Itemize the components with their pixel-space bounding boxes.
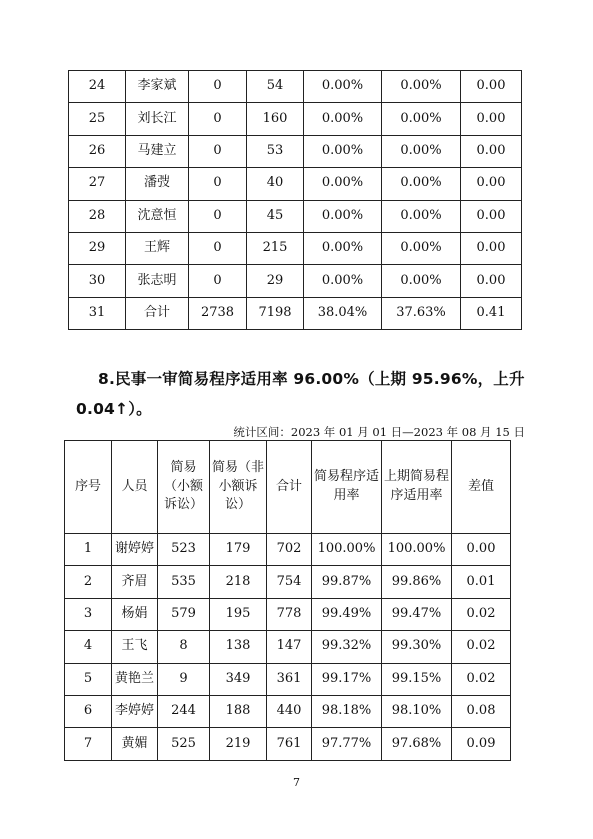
table-cell: 525	[158, 728, 210, 760]
table-cell: 谢婷婷	[112, 534, 158, 566]
table-cell: 0	[189, 232, 247, 264]
table-cell: 535	[158, 566, 210, 598]
table-row	[69, 135, 522, 167]
table-cell: 27	[69, 168, 126, 200]
table-cell: 0	[189, 103, 247, 135]
table-row	[65, 566, 511, 598]
table-cell: 179	[210, 534, 267, 566]
table-cell: 0.00%	[304, 200, 382, 232]
table-cell: 0.41	[461, 297, 522, 329]
table-row	[69, 232, 522, 264]
table-cell: 99.17%	[312, 663, 382, 695]
table-cell: 99.47%	[382, 598, 452, 630]
table-cell: 6	[65, 695, 112, 727]
table-cell: 54	[247, 71, 304, 103]
table-cell: 0.00	[461, 135, 522, 167]
table-cell: 0	[189, 168, 247, 200]
table-cell: 0.08	[452, 695, 511, 727]
table-cell: 29	[247, 265, 304, 297]
table-cell: 8	[158, 631, 210, 663]
table-cell: 2738	[189, 297, 247, 329]
table-cell: 0.00	[461, 103, 522, 135]
table-cell: 王飞	[112, 631, 158, 663]
section-heading-line1: 8.民事一审简易程序适用率 96.00%（上期 95.96%，上升	[98, 370, 525, 388]
table-cell: 778	[267, 598, 312, 630]
table-cell: 0.00	[461, 232, 522, 264]
statistics-period: 统计区间：2023 年 01 月 01 日—2023 年 08 月 15 日	[233, 425, 525, 439]
previous-ranking-table-body	[69, 71, 522, 330]
table-cell: 523	[158, 534, 210, 566]
table-cell: 0.00%	[304, 265, 382, 297]
table-cell: 28	[69, 200, 126, 232]
table-cell: 1	[65, 534, 112, 566]
table-cell: 99.30%	[382, 631, 452, 663]
column-header: 简易（非小额诉讼）	[210, 441, 267, 534]
table-cell: 30	[69, 265, 126, 297]
table-cell: 147	[267, 631, 312, 663]
table-cell: 0.02	[452, 663, 511, 695]
table-cell: 37.63%	[382, 297, 461, 329]
table-cell: 38.04%	[304, 297, 382, 329]
table-cell: 0.00	[452, 534, 511, 566]
table-cell: 刘长江	[126, 103, 189, 135]
column-header: 简易（小额诉讼）	[158, 441, 210, 534]
table-cell: 0.00%	[382, 168, 461, 200]
table-cell: 0	[189, 200, 247, 232]
table-cell: 349	[210, 663, 267, 695]
table-cell: 0.00%	[304, 71, 382, 103]
table-row	[69, 265, 522, 297]
table-cell: 99.86%	[382, 566, 452, 598]
table-cell: 45	[247, 200, 304, 232]
section-heading	[76, 364, 538, 424]
simple-procedure-rate-table-body	[65, 534, 511, 761]
table-cell: 25	[69, 103, 126, 135]
table-cell: 0.00	[461, 265, 522, 297]
table-cell: 100.00%	[312, 534, 382, 566]
table-cell: 218	[210, 566, 267, 598]
table-cell: 99.49%	[312, 598, 382, 630]
table-row	[65, 534, 511, 566]
table-row	[65, 631, 511, 663]
table-cell: 0	[189, 135, 247, 167]
section-heading-line2: 0.04↑）。	[76, 400, 152, 418]
table-cell: 0	[189, 71, 247, 103]
column-header: 人员	[112, 441, 158, 534]
table-cell: 98.18%	[312, 695, 382, 727]
table-row	[69, 103, 522, 135]
table-cell: 100.00%	[382, 534, 452, 566]
table-row	[65, 728, 511, 760]
table-cell: 王辉	[126, 232, 189, 264]
table-cell: 0.00%	[304, 103, 382, 135]
column-header: 差值	[452, 441, 511, 534]
column-header: 合计	[267, 441, 312, 534]
table-cell: 2	[65, 566, 112, 598]
table-cell: 138	[210, 631, 267, 663]
table-cell: 0.00	[461, 200, 522, 232]
table-row	[69, 200, 522, 232]
table-cell: 0.02	[452, 631, 511, 663]
table-cell: 53	[247, 135, 304, 167]
table-cell: 黄媚	[112, 728, 158, 760]
simple-procedure-rate-table	[64, 440, 511, 761]
table-cell: 0.00%	[304, 135, 382, 167]
table-cell: 0.01	[452, 566, 511, 598]
table-cell: 7198	[247, 297, 304, 329]
table-cell: 40	[247, 168, 304, 200]
table-cell: 98.10%	[382, 695, 452, 727]
table-cell: 7	[65, 728, 112, 760]
table-cell: 潘弢	[126, 168, 189, 200]
table-cell: 李婷婷	[112, 695, 158, 727]
table-cell: 0.00	[461, 168, 522, 200]
table-cell: 0.00%	[382, 103, 461, 135]
table-cell: 张志明	[126, 265, 189, 297]
table-cell: 沈意恒	[126, 200, 189, 232]
table-cell: 99.87%	[312, 566, 382, 598]
table-cell: 0.00	[461, 71, 522, 103]
table-cell: 4	[65, 631, 112, 663]
table-cell: 188	[210, 695, 267, 727]
table-cell: 0.00%	[382, 232, 461, 264]
table-cell: 马建立	[126, 135, 189, 167]
previous-ranking-table	[68, 70, 522, 330]
table-cell: 杨娟	[112, 598, 158, 630]
table-header-row	[65, 441, 511, 534]
table-cell: 440	[267, 695, 312, 727]
table-cell: 99.15%	[382, 663, 452, 695]
table-cell: 3	[65, 598, 112, 630]
table-cell: 0.00%	[382, 135, 461, 167]
column-header: 序号	[65, 441, 112, 534]
table-cell: 黄艳兰	[112, 663, 158, 695]
table-cell: 761	[267, 728, 312, 760]
table-cell: 0	[189, 265, 247, 297]
table-row	[65, 598, 511, 630]
table-cell: 195	[210, 598, 267, 630]
table-cell: 754	[267, 566, 312, 598]
table-cell: 702	[267, 534, 312, 566]
table-cell: 0.02	[452, 598, 511, 630]
table-cell: 99.32%	[312, 631, 382, 663]
table-cell: 合计	[126, 297, 189, 329]
table-cell: 97.68%	[382, 728, 452, 760]
table-cell: 26	[69, 135, 126, 167]
table-row	[65, 663, 511, 695]
table-cell: 李家斌	[126, 71, 189, 103]
table-cell: 0.00%	[382, 200, 461, 232]
table-cell: 0.00%	[382, 71, 461, 103]
table-cell: 0.00%	[304, 232, 382, 264]
column-header: 上期简易程序适用率	[382, 441, 452, 534]
table-cell: 齐眉	[112, 566, 158, 598]
table-cell: 579	[158, 598, 210, 630]
page-number: 7	[293, 776, 300, 789]
table-cell: 160	[247, 103, 304, 135]
table-cell: 361	[267, 663, 312, 695]
table-cell: 9	[158, 663, 210, 695]
table-row	[69, 71, 522, 103]
table-cell: 215	[247, 232, 304, 264]
table-cell: 244	[158, 695, 210, 727]
table-cell: 31	[69, 297, 126, 329]
table-cell: 219	[210, 728, 267, 760]
table-cell: 0.00%	[382, 265, 461, 297]
column-header: 简易程序适用率	[312, 441, 382, 534]
table-row	[69, 168, 522, 200]
table-row	[65, 695, 511, 727]
table-cell: 0.09	[452, 728, 511, 760]
table-cell: 97.77%	[312, 728, 382, 760]
table-cell: 5	[65, 663, 112, 695]
table-row	[69, 297, 522, 329]
table-cell: 24	[69, 71, 126, 103]
table-cell: 29	[69, 232, 126, 264]
table-cell: 0.00%	[304, 168, 382, 200]
